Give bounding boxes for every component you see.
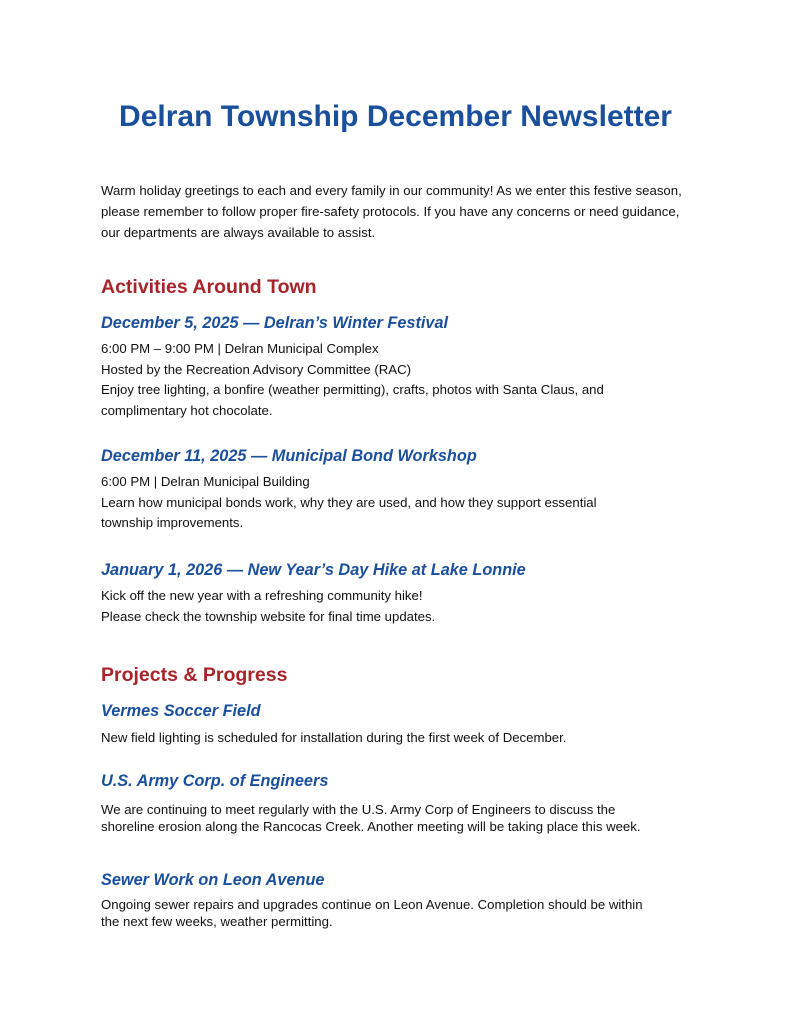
- event-line: Enjoy tree lighting, a bonfire (weather permitting), crafts, photos with Santa Claus, and: [101, 382, 604, 397]
- event-heading-new-years-hike: January 1, 2026 — New Year’s Day Hike at Lake Lonnie: [101, 561, 526, 579]
- project-heading-sewer-work: Sewer Work on Leon Avenue: [101, 871, 325, 889]
- event-line: 6:00 PM – 9:00 PM | Delran Municipal Complex: [101, 341, 379, 356]
- project-line: Ongoing sewer repairs and upgrades continue on Leon Avenue. Completion should be within: [101, 897, 643, 912]
- project-line: the next few weeks, weather permitting.: [101, 913, 333, 929]
- project-details-army-corps: [101, 802, 701, 835]
- project-line: New field lighting is scheduled for installation during the first week of December.: [101, 730, 567, 745]
- event-details-new-years-hike: [101, 586, 701, 627]
- event-details-bond-workshop: [101, 472, 701, 534]
- project-line: shoreline erosion along the Rancocas Creek. Another meeting will be taking place this week.: [101, 818, 641, 834]
- event-line: Kick off the new year with a refreshing community hike!: [101, 588, 423, 603]
- newsletter-title: Delran Township December Newsletter: [119, 100, 672, 133]
- project-details-vermes-soccer-field: [101, 728, 701, 749]
- section-heading-activities: Activities Around Town: [101, 276, 317, 298]
- project-heading-vermes-soccer-field: Vermes Soccer Field: [101, 702, 261, 720]
- event-line: Learn how municipal bonds work, why they are used, and how they support essential: [101, 494, 597, 510]
- event-heading-winter-festival: December 5, 2025 — Delran’s Winter Festival: [101, 314, 449, 332]
- event-line: 6:00 PM | Delran Municipal Building: [101, 474, 310, 489]
- event-line: Hosted by the Recreation Advisory Committee (RAC): [101, 361, 412, 377]
- section-heading-projects: Projects & Progress: [101, 664, 288, 686]
- event-line: Please check the township website for final time updates.: [101, 608, 436, 624]
- project-details-sewer-work: [101, 897, 701, 930]
- event-line: complimentary hot chocolate.: [101, 402, 273, 418]
- intro-paragraph: Warm holiday greetings to each and every family in our community! As we enter this festive season, please remember to follow proper fire-safety protocols. If you have any concerns or need guidance, our departments are always available to assist.: [101, 183, 682, 240]
- project-heading-army-corps: U.S. Army Corp. of Engineers: [101, 772, 329, 790]
- event-heading-bond-workshop: December 11, 2025 — Municipal Bond Workshop: [101, 447, 477, 465]
- event-line: township improvements.: [101, 515, 244, 530]
- project-line: We are continuing to meet regularly with the U.S. Army Corp of Engineers to discuss the: [101, 802, 616, 817]
- event-details-winter-festival: [101, 339, 701, 421]
